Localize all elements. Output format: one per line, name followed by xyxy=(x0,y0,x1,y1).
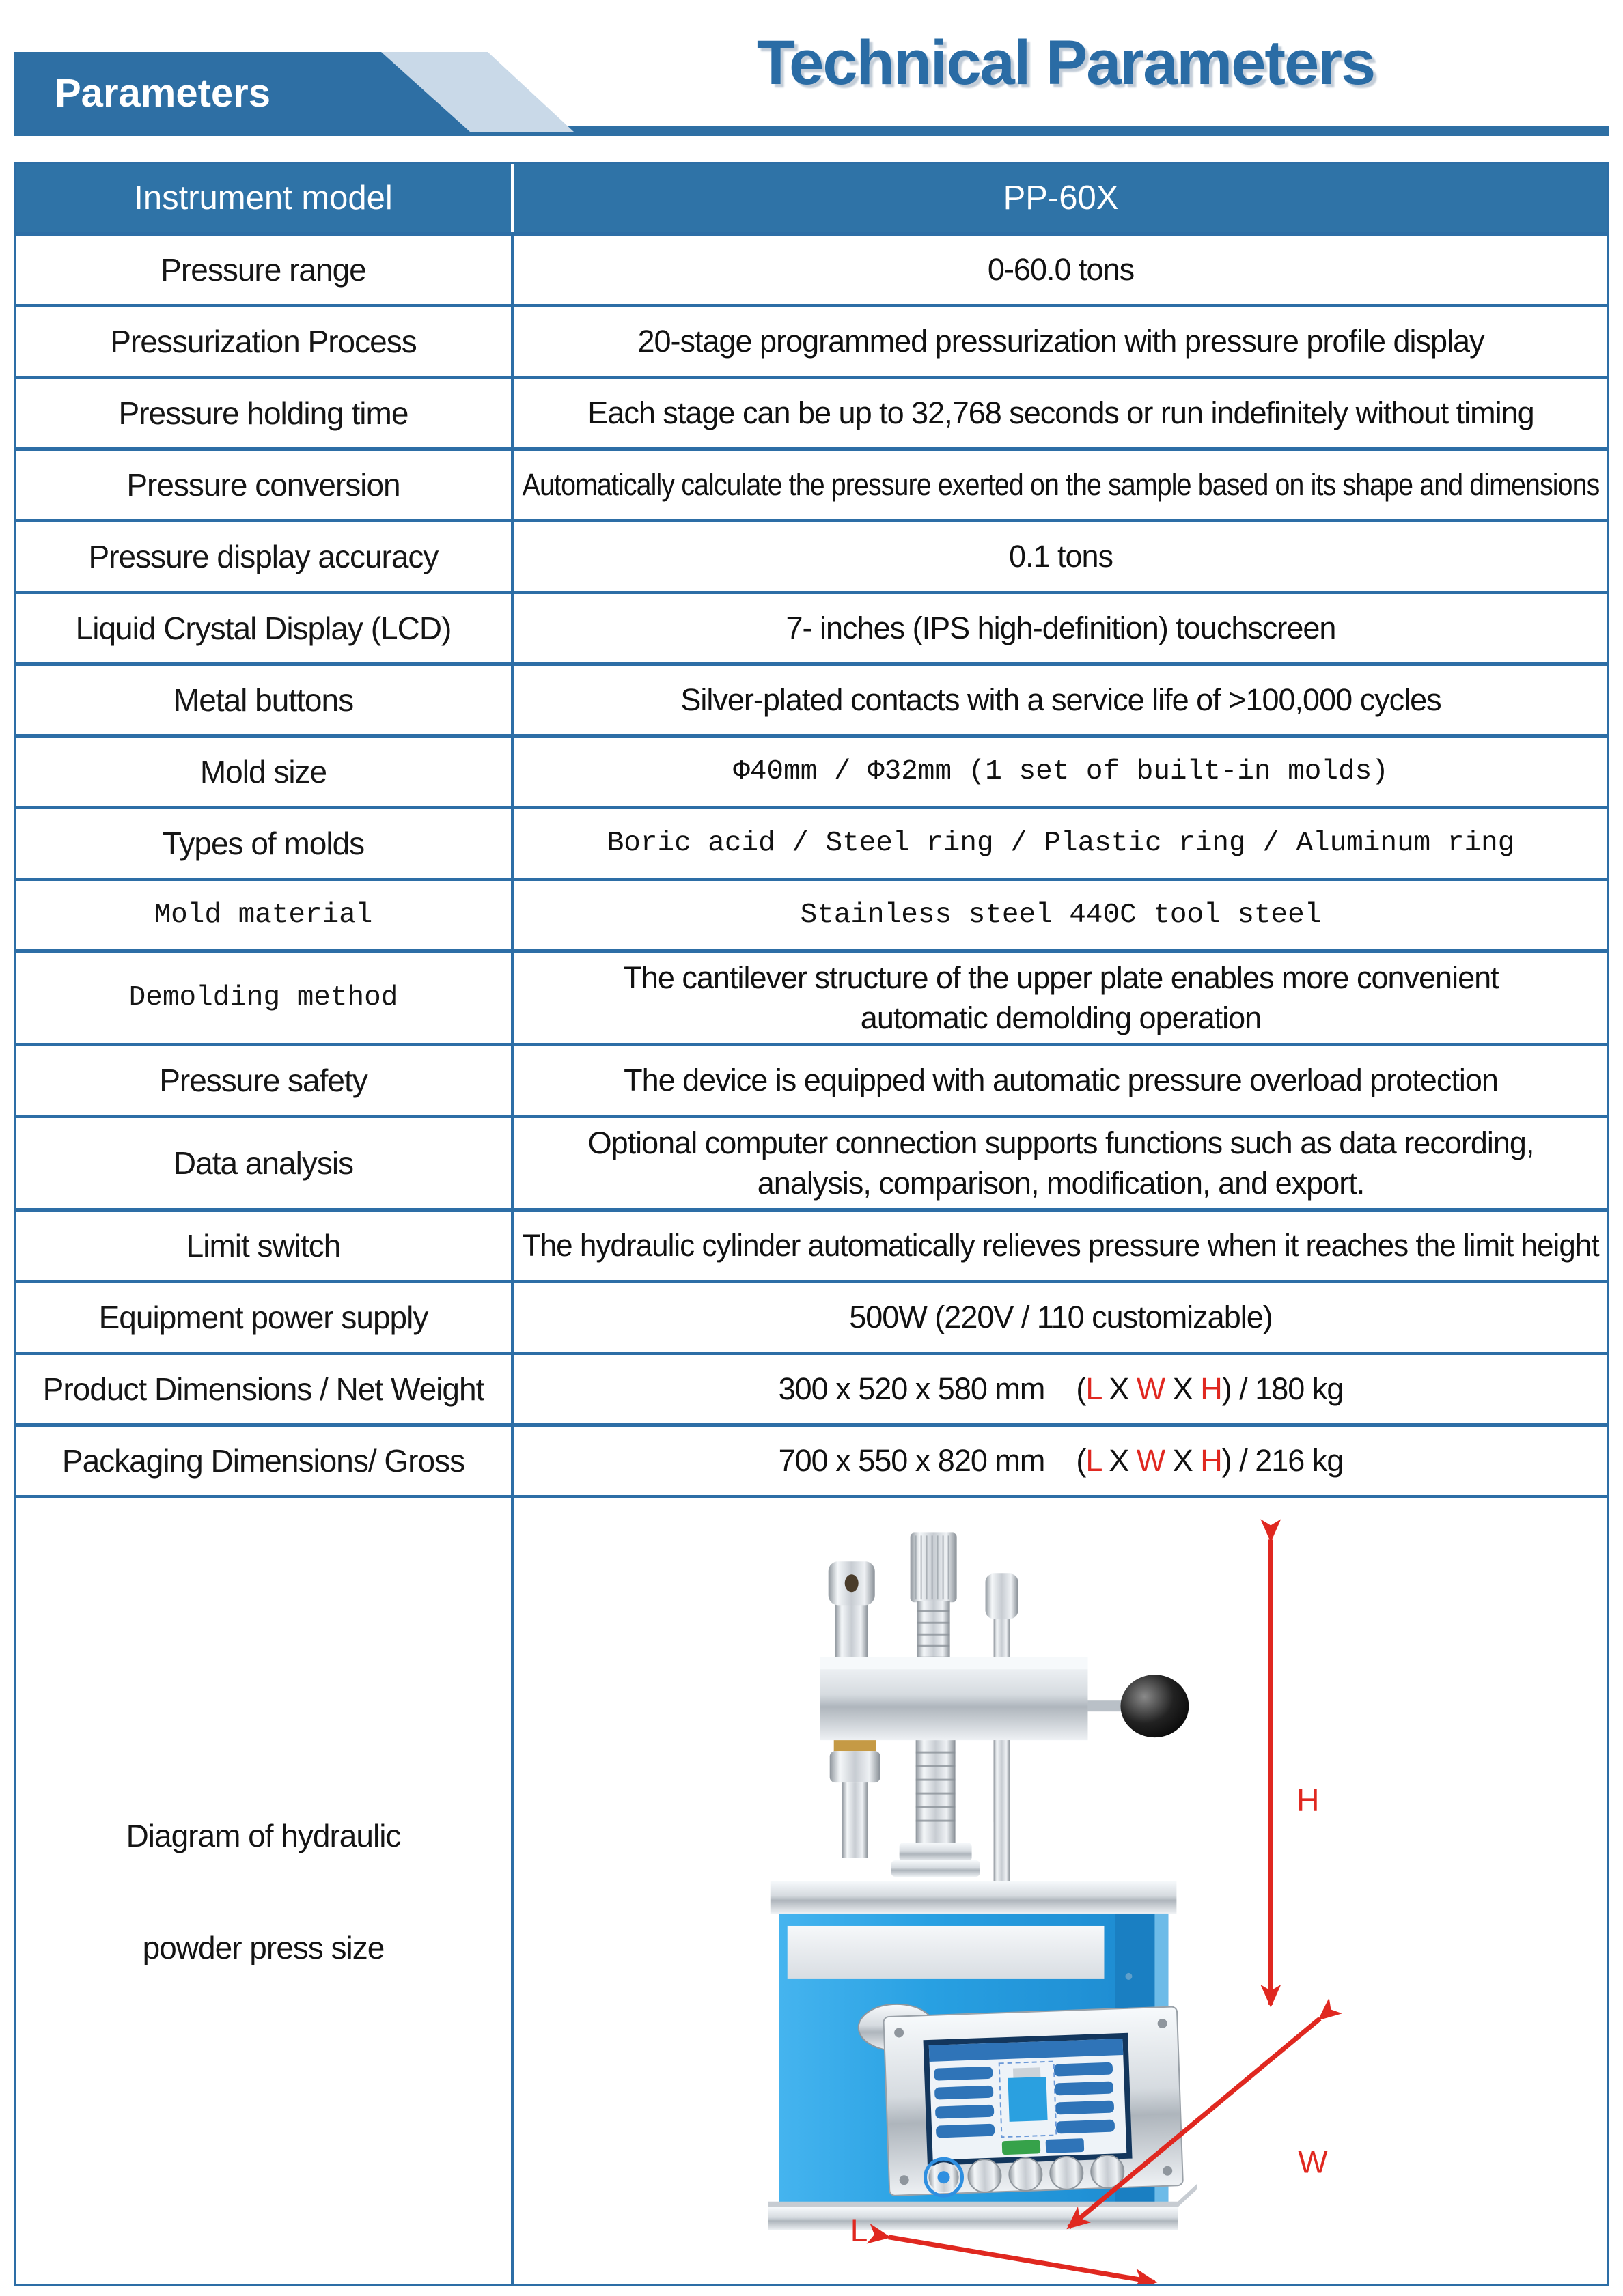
table-row xyxy=(16,1427,1607,1498)
diagram-label-cell xyxy=(16,1498,514,2284)
row-value: Φ40mm / Φ32mm (1 set of built-in molds) xyxy=(733,755,1389,787)
table-row xyxy=(16,1046,1607,1118)
table-row xyxy=(16,1355,1607,1427)
top-deck xyxy=(771,1881,1177,1914)
header-value: PP-60X xyxy=(1003,180,1119,216)
row-value: Optional computer connection supports functions such as data recording, analysis, comparison, modification, and export. xyxy=(587,1125,1534,1201)
ball-knob xyxy=(1120,1675,1189,1737)
row-label: Types of molds xyxy=(16,809,514,878)
base-trim xyxy=(768,2207,1178,2230)
banner-label: Parameters xyxy=(55,71,270,115)
chrome-band xyxy=(788,1926,1105,1979)
row-label: Pressure holding time xyxy=(16,379,514,447)
table-row xyxy=(16,379,1607,451)
length-dimension-arrow xyxy=(889,2237,1155,2282)
row-value: Stainless steel 440C tool steel xyxy=(800,899,1322,931)
row-label: Pressure display accuracy xyxy=(16,522,514,591)
table-row xyxy=(16,738,1607,809)
row-label: Limit switch xyxy=(16,1212,514,1280)
cantilever-crossbar xyxy=(820,1657,1088,1740)
row-value: Automatically calculate the pressure exerted on the sample based on its shape and dimensions xyxy=(522,467,1600,503)
row-label: Equipment power supply xyxy=(16,1283,514,1352)
diagram-label-line2: powder press size xyxy=(142,1929,385,1965)
press-diagram xyxy=(514,1498,1607,2284)
table-row xyxy=(16,236,1607,307)
length-dimension-label: L xyxy=(850,2212,868,2248)
diagram-row xyxy=(16,1498,1607,2284)
row-value: Each stage can be up to 32,768 seconds or run indefinitely without timing xyxy=(587,395,1534,431)
row-label: Pressure conversion xyxy=(16,451,514,519)
row-value: 500W (220V / 110 customizable) xyxy=(849,1300,1273,1335)
row-label: Pressure range xyxy=(16,236,514,304)
row-value: 20-stage programmed pressurization with pressure profile display xyxy=(637,324,1484,359)
row-value: The hydraulic cylinder automatically relieves pressure when it reaches the limit height xyxy=(523,1228,1599,1263)
row-value: 0-60.0 tons xyxy=(987,252,1135,288)
header-value-cell xyxy=(514,164,1607,232)
table-row xyxy=(16,1118,1607,1212)
width-dimension-label: W xyxy=(1298,2144,1328,2180)
row-label: Product Dimensions / Net Weight xyxy=(16,1355,514,1423)
header-label: Instrument model xyxy=(134,180,393,216)
row-label: Demolding method xyxy=(16,953,514,1043)
row-label: Packaging Dimensions/ Gross xyxy=(16,1427,514,1495)
knurled-screw xyxy=(911,1532,957,1669)
row-label: Liquid Crystal Display (LCD) xyxy=(16,594,514,662)
table-row xyxy=(16,451,1607,522)
row-value: Boric acid / Steel ring / Plastic ring / Aluminum ring xyxy=(607,827,1515,859)
diagram-canvas xyxy=(514,1498,1607,2284)
header-label-cell xyxy=(16,164,514,232)
row-value: 300 x 520 x 580 mm (L X W X H) / 180 kg xyxy=(778,1371,1344,1407)
table-row xyxy=(16,594,1607,666)
diagram-label-line1: Diagram of hydraulic xyxy=(126,1817,401,1853)
row-label: Data analysis xyxy=(16,1118,514,1208)
table-row xyxy=(16,881,1607,953)
table-header-row xyxy=(16,164,1607,236)
table-row xyxy=(16,307,1607,379)
height-dimension-label: H xyxy=(1296,1782,1320,1819)
row-label: Pressure safety xyxy=(16,1046,514,1115)
row-value: 0.1 tons xyxy=(1008,539,1113,574)
table-row xyxy=(16,1212,1607,1283)
page-title: Technical Parameters xyxy=(756,28,1375,98)
table-row xyxy=(16,809,1607,881)
table-row xyxy=(16,953,1607,1046)
row-value: 700 x 550 x 820 mm (L X W X H) / 216 kg xyxy=(778,1443,1344,1479)
brass-ring xyxy=(834,1740,876,1751)
row-value: 7- inches (IPS high-definition) touchscreen xyxy=(786,611,1336,646)
row-label: Mold size xyxy=(16,738,514,806)
machine-illustration xyxy=(768,1532,1197,2230)
row-label: Mold material xyxy=(16,881,514,949)
row-value: The device is equipped with automatic pressure overload protection xyxy=(624,1063,1498,1098)
row-label: Pressurization Process xyxy=(16,307,514,376)
table-row xyxy=(16,522,1607,594)
table-row xyxy=(16,666,1607,738)
table-row xyxy=(16,1283,1607,1355)
row-value: Silver-plated contacts with a service life of >100,000 cycles xyxy=(680,682,1441,718)
spec-table xyxy=(14,162,1609,2286)
row-value: The cantilever structure of the upper plate enables more convenient automatic demolding operation xyxy=(623,960,1499,1035)
row-label: Metal buttons xyxy=(16,666,514,734)
